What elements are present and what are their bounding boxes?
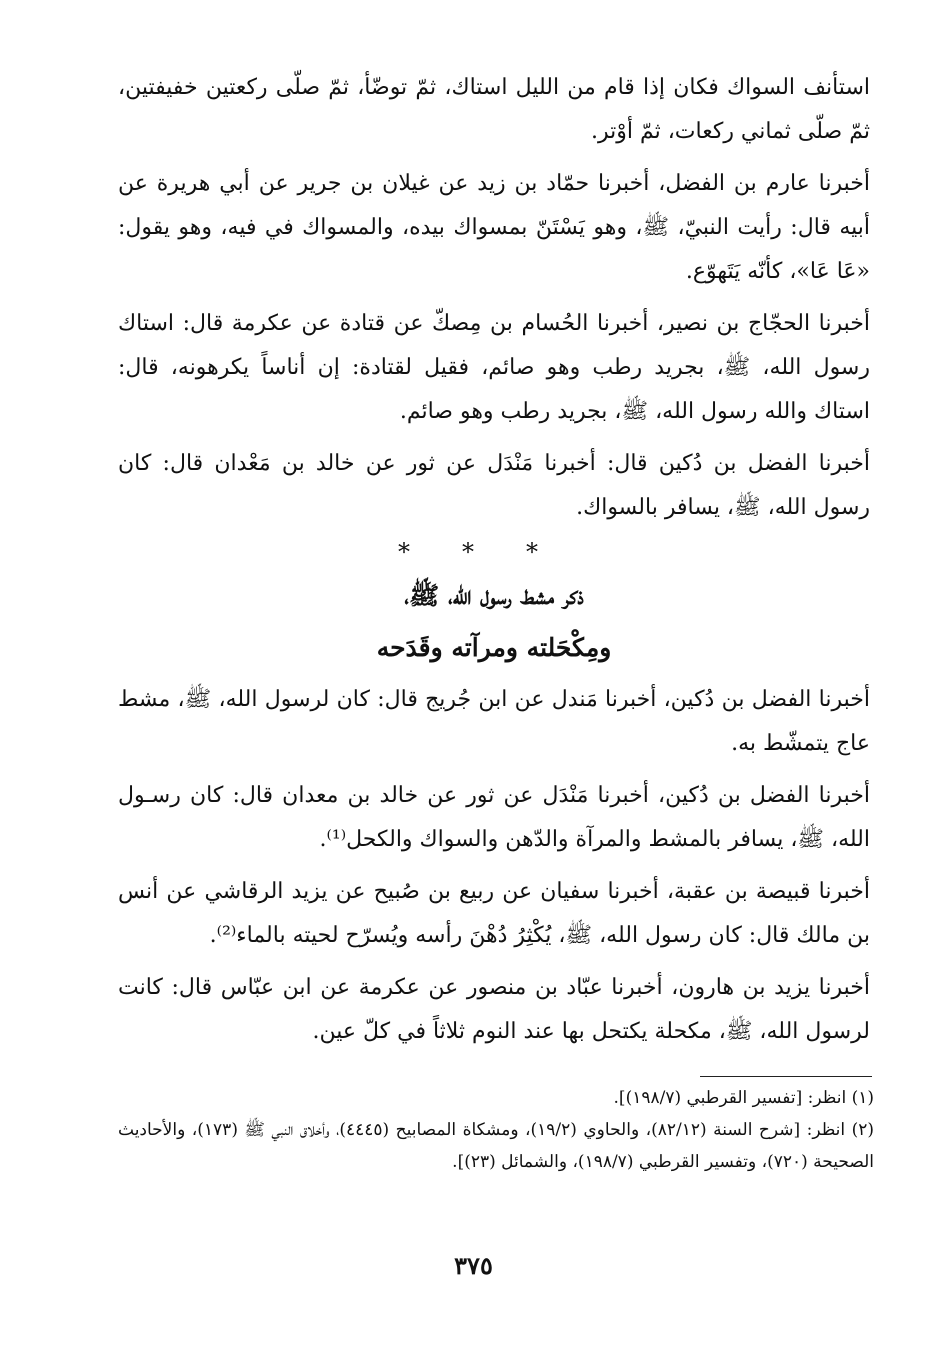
section-heading [118,574,870,670]
asterisk: * [462,538,526,566]
paragraph: أخبرنا قبيصة بن عقبة، أخبرنا سفيان عن ربيع بن صُبيح عن يزيد الرقاشي عن أنس بن مالك قال: كان رسول الله، ﷺ، يُكْثِرُ دُهْنَ رأسه ويُسرّح لحيته بالماء⁽²⁾. [118,879,870,948]
paragraph: أخبرنا يزيد بن هارون، أخبرنا عبّاد بن منصور عن عكرمة عن ابن عبّاس قال: كانت لرسول الله، ﷺ، مكحلة يكتحل بها عند النوم ثلاثاً في كلّ عين. [118,975,870,1044]
paragraph: أخبرنا الفضل بن دُكين قال: أخبرنا مَنْدَل عن ثور عن خالد بن مَعْدان قال: كان رسول الله، ﷺ، يسافر بالسواك. [118,451,870,520]
main-text [118,66,870,1062]
section-separator [118,538,870,566]
asterisk: * [398,538,462,566]
footnote: (٢) انظر: [شرح السنة (٨٢/١٢)، والحاوي (١٩/٢)، ومشكاة المصابيح (٤٤٤٥)، وأخلاق النبي ﷺ (١٧٣)، والأحاديث الصحيحة (٧٢٠)، وتفسير القرطبي (١٩٨/٧)، والشمائل (٢٣)]. [118,1120,875,1172]
heading-line-2: ومِكْحَلته ومرآته وقَدَحه [376,633,612,662]
paragraph: أخبرنا الحجّاج بن نصير، أخبرنا الحُسام بن مِصكّ عن قتادة عن عكرمة قال: استاك رسول الله، ﷺ، بجريد رطب وهو صائم، فقيل لقتادة: إن أناساً يكرهونه، قال: استاك والله رسول الله، ﷺ، بجريد رطب وهو صائم. [118,311,870,424]
paragraph: أخبرنا عارم بن الفضل، أخبرنا حمّاد بن زيد عن غيلان بن جرير عن أبي هريرة عن أبيه قال: رأيت النبيّ، ﷺ، وهو يَسْتَنّ بمسواك بيده، والمسواك في فيه، وهو يقول: «عَا عَا»، كأنّه يَتَهوّع. [118,171,870,284]
footnote-divider [700,1076,872,1077]
footnote: (١) انظر: [تفسير القرطبي (١٩٨/٧)]. [613,1088,874,1108]
paragraph: أخبرنا الفضل بن دُكين، أخبرنا مَنْدَل عن ثور عن خالد بن معدان قال: كان رسـول الله، ﷺ، يسافر بالمشط والمرآة والدّهن والسواك والكحل⁽¹⁾. [118,783,870,852]
asterisk: * [526,538,590,566]
footnotes [118,1082,874,1178]
page-number: ٣٧٥ [454,1251,493,1280]
paragraph: أخبرنا الفضل بن دُكين، أخبرنا مَندل عن ابن جُريج قال: كان لرسول الله، ﷺ، مشط عاج يتمشّط به. [118,687,870,756]
paragraph: استأنف السواك فكان إذا قام من الليل استاك، ثمّ توضّأ، ثمّ صلّى ركعتين خفيفتين، ثمّ صلّى ثماني ركعات، ثمّ أوْتر. [118,75,870,144]
heading-line-1: ذكر مشط رسول الله، ﷺ، [404,581,584,610]
